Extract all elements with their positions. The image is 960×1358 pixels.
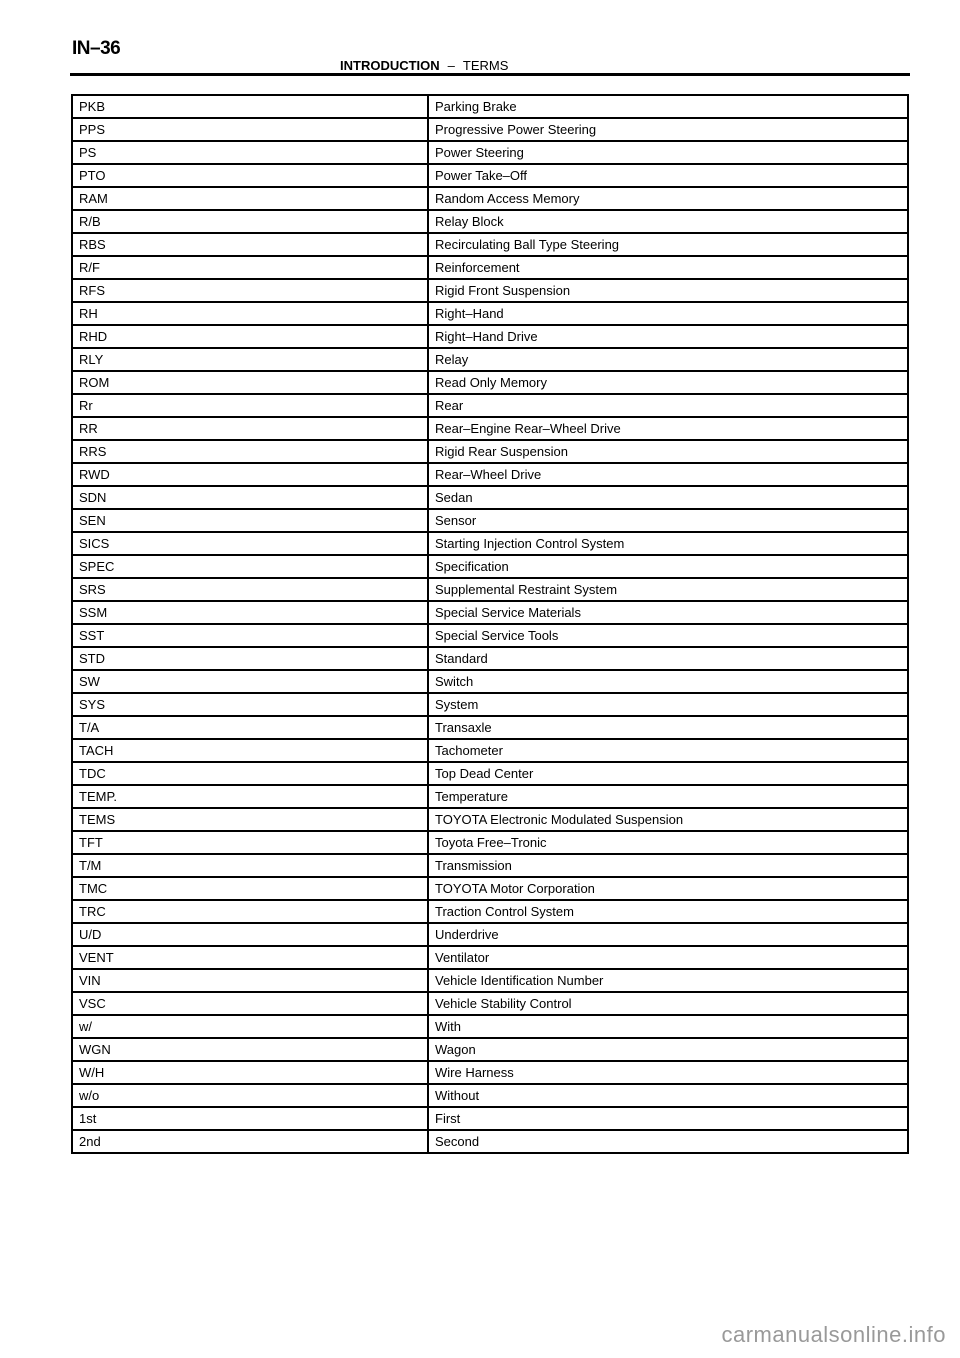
terms-table — [71, 94, 909, 1154]
term-abbreviation: RHD — [72, 325, 428, 348]
term-meaning: TOYOTA Electronic Modulated Suspension — [428, 808, 908, 831]
section-separator: – — [447, 58, 455, 73]
table-row — [72, 95, 908, 118]
term-abbreviation: SSM — [72, 601, 428, 624]
table-row — [72, 256, 908, 279]
term-meaning: Random Access Memory — [428, 187, 908, 210]
table-row — [72, 141, 908, 164]
term-abbreviation: WGN — [72, 1038, 428, 1061]
term-meaning: Vehicle Stability Control — [428, 992, 908, 1015]
terms-table-body — [72, 95, 908, 1153]
table-row — [72, 371, 908, 394]
term-meaning: Wagon — [428, 1038, 908, 1061]
term-abbreviation: W/H — [72, 1061, 428, 1084]
table-row — [72, 555, 908, 578]
term-meaning: Right–Hand — [428, 302, 908, 325]
table-row — [72, 1038, 908, 1061]
table-row — [72, 693, 908, 716]
term-abbreviation: Rr — [72, 394, 428, 417]
term-abbreviation: SW — [72, 670, 428, 693]
term-abbreviation: TFT — [72, 831, 428, 854]
term-meaning: Second — [435, 1134, 480, 1149]
term-abbreviation: TDC — [72, 762, 428, 785]
term-abbreviation: SICS — [72, 532, 428, 555]
table-row — [72, 923, 908, 946]
term-meaning: Transaxle — [428, 716, 908, 739]
term-meaning: Top Dead Center — [428, 762, 908, 785]
table-row — [72, 946, 908, 969]
term-abbreviation: TACH — [72, 739, 428, 762]
term-meaning: Underdrive — [428, 923, 908, 946]
term-abbreviation: SEN — [72, 509, 428, 532]
term-meaning: Parking Brake — [428, 95, 908, 118]
table-row — [72, 670, 908, 693]
term-abbreviation: TRC — [72, 900, 428, 923]
term-meaning: Tachometer — [428, 739, 908, 762]
footer-watermark: carmanualsonline.info — [721, 1322, 946, 1347]
table-row — [72, 348, 908, 371]
table-row — [72, 624, 908, 647]
term-meaning: Power Steering — [428, 141, 908, 164]
term-meaning: Rear–Engine Rear–Wheel Drive — [428, 417, 908, 440]
term-abbreviation: T/M — [72, 854, 428, 877]
term-abbreviation: STD — [72, 647, 428, 670]
term-meaning: Vehicle Identification Number — [428, 969, 908, 992]
term-abbreviation: RBS — [72, 233, 428, 256]
table-row — [72, 440, 908, 463]
term-abbreviation: SST — [72, 624, 428, 647]
table-row — [72, 647, 908, 670]
term-abbreviation: TEMP. — [72, 785, 428, 808]
table-row — [72, 1084, 908, 1107]
term-abbreviation: PKB — [72, 95, 428, 118]
term-meaning: Supplemental Restraint System — [428, 578, 908, 601]
table-row — [72, 785, 908, 808]
table-row — [72, 463, 908, 486]
term-abbreviation: SDN — [72, 486, 428, 509]
term-abbreviation: RAM — [72, 187, 428, 210]
term-meaning: Sensor — [428, 509, 908, 532]
term-meaning: Standard — [428, 647, 908, 670]
term-abbreviation: R/B — [72, 210, 428, 233]
term-meaning: Ventilator — [428, 946, 908, 969]
term-meaning: Relay — [428, 348, 908, 371]
term-abbreviation: w/o — [72, 1084, 428, 1107]
term-meaning: TOYOTA Motor Corporation — [428, 877, 908, 900]
term-abbreviation: PPS — [72, 118, 428, 141]
term-meaning: Switch — [428, 670, 908, 693]
term-abbreviation: 2nd — [72, 1130, 428, 1153]
term-meaning: Special Service Materials — [428, 601, 908, 624]
term-abbreviation: R/F — [72, 256, 428, 279]
table-row — [72, 900, 908, 923]
table-row — [72, 1130, 908, 1153]
term-abbreviation: RH — [72, 302, 428, 325]
term-abbreviation: PS — [72, 141, 428, 164]
table-row — [72, 992, 908, 1015]
term-meaning: Recirculating Ball Type Steering — [428, 233, 908, 256]
term-meaning: Rear — [428, 394, 908, 417]
term-abbreviation: RR — [72, 417, 428, 440]
term-meaning: With — [428, 1015, 908, 1038]
table-row — [72, 762, 908, 785]
table-row — [72, 877, 908, 900]
term-abbreviation: VENT — [72, 946, 428, 969]
section-title: INTRODUCTION — [340, 58, 440, 73]
term-abbreviation: 1st — [72, 1107, 428, 1130]
table-row — [72, 578, 908, 601]
table-row — [72, 969, 908, 992]
table-row — [72, 831, 908, 854]
term-abbreviation: SPEC — [72, 555, 428, 578]
term-abbreviation: SRS — [72, 578, 428, 601]
term-meaning: Rear–Wheel Drive — [428, 463, 908, 486]
term-abbreviation: VSC — [72, 992, 428, 1015]
term-meaning: First — [428, 1107, 908, 1130]
table-row — [72, 486, 908, 509]
term-abbreviation: RWD — [72, 463, 428, 486]
term-meaning: Traction Control System — [428, 900, 908, 923]
table-row — [72, 325, 908, 348]
table-row — [72, 1015, 908, 1038]
term-meaning: Transmission — [428, 854, 908, 877]
table-row — [72, 716, 908, 739]
term-abbreviation: U/D — [72, 923, 428, 946]
term-meaning: Toyota Free–Tronic — [428, 831, 908, 854]
term-meaning: Rigid Front Suspension — [428, 279, 908, 302]
table-row — [72, 302, 908, 325]
table-row — [72, 394, 908, 417]
table-row — [72, 601, 908, 624]
table-row — [72, 233, 908, 256]
term-meaning: Progressive Power Steering — [428, 118, 908, 141]
subsection-title: TERMS — [462, 58, 509, 73]
term-meaning: Power Take–Off — [428, 164, 908, 187]
term-meaning: System — [428, 693, 908, 716]
header-rule — [70, 73, 910, 76]
term-abbreviation: w/ — [72, 1015, 428, 1038]
table-row — [72, 509, 908, 532]
table-row — [72, 854, 908, 877]
term-meaning: Relay Block — [428, 210, 908, 233]
table-row — [72, 164, 908, 187]
term-meaning: Sedan — [428, 486, 908, 509]
term-abbreviation: ROM — [72, 371, 428, 394]
table-row — [72, 417, 908, 440]
table-row — [72, 808, 908, 831]
term-abbreviation: VIN — [72, 969, 428, 992]
term-meaning: Without — [428, 1084, 908, 1107]
table-row — [72, 279, 908, 302]
table-row — [72, 739, 908, 762]
term-abbreviation: RLY — [72, 348, 428, 371]
table-row — [72, 210, 908, 233]
term-abbreviation: RRS — [72, 440, 428, 463]
table-row — [72, 187, 908, 210]
term-meaning: Specification — [428, 555, 908, 578]
term-abbreviation: TEMS — [72, 808, 428, 831]
term-meaning: Temperature — [428, 785, 908, 808]
term-meaning: Wire Harness — [428, 1061, 908, 1084]
table-row — [72, 118, 908, 141]
term-meaning: Special Service Tools — [428, 624, 908, 647]
table-row — [72, 1061, 908, 1084]
term-meaning: Read Only Memory — [428, 371, 908, 394]
term-abbreviation: TMC — [72, 877, 428, 900]
term-meaning: Right–Hand Drive — [428, 325, 908, 348]
term-abbreviation: RFS — [72, 279, 428, 302]
term-abbreviation: SYS — [72, 693, 428, 716]
term-meaning: Reinforcement — [428, 256, 908, 279]
term-abbreviation: PTO — [72, 164, 428, 187]
term-meaning: Rigid Rear Suspension — [428, 440, 908, 463]
table-row — [72, 1107, 908, 1130]
section-header — [340, 58, 508, 73]
term-abbreviation: T/A — [72, 716, 428, 739]
table-row — [72, 532, 908, 555]
term-meaning: Starting Injection Control System — [428, 532, 908, 555]
page-number: IN–36 — [72, 38, 121, 59]
